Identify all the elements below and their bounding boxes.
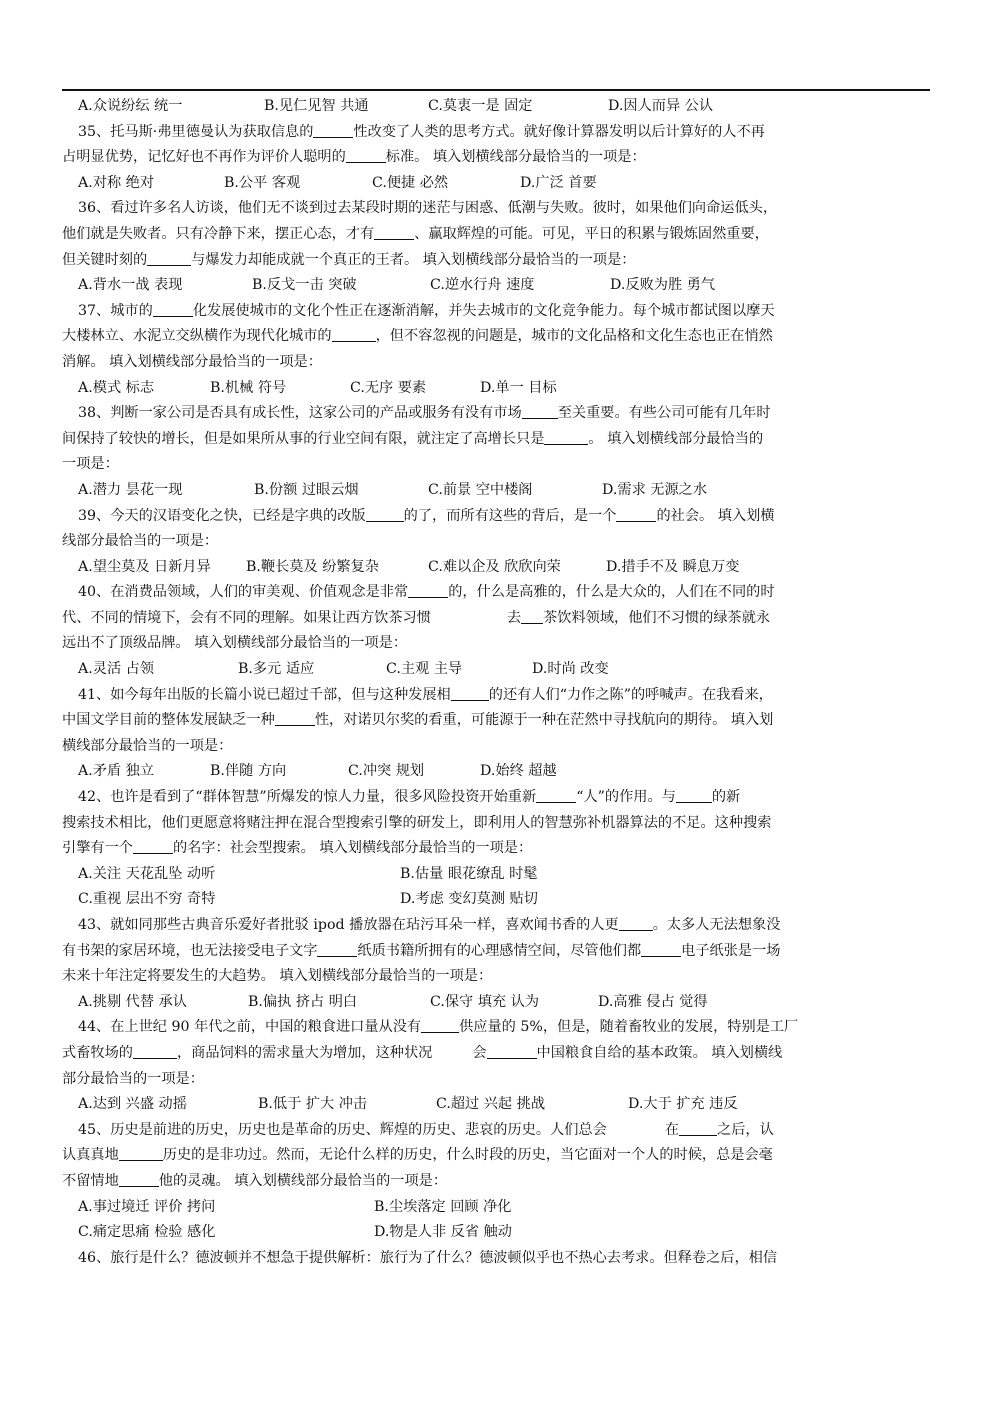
option: B.机械 符号 [210, 379, 287, 396]
question-text: 引擎有一个 [62, 840, 133, 857]
question-38-cont [62, 427, 930, 453]
question-38-cont [62, 452, 930, 478]
question-text: 42、也许是看到了“群体智慧”所爆发的惊人力量，很多风险投资开始重新 [78, 789, 537, 806]
question-45-cont [62, 1169, 930, 1195]
option-row [62, 376, 930, 402]
question-text: 他们就是失败者。只有冷静下来，摆正心态，才有 [62, 225, 375, 242]
option: C.莫衷一是 固定 [428, 98, 533, 114]
question-43-cont [62, 964, 930, 990]
question-41-cont [62, 734, 930, 760]
question-38 [62, 401, 930, 427]
blank-line [536, 787, 576, 803]
option: C.难以企及 欣欣向荣 [428, 558, 561, 575]
question-36-cont [62, 248, 930, 274]
blank-line [313, 122, 353, 138]
option: A.事过境迁 评价 拷问 [78, 1198, 216, 1215]
blank-line [346, 147, 386, 163]
question-text: 36、看过许多名人访谈，他们无不谈到过去某段时期的迷茫与困惑、低潮与失败。彼时，如果他们向命运低头， [78, 200, 778, 217]
option: B.见仁见智 共通 [264, 98, 369, 114]
blank-line [521, 608, 543, 624]
question-text: 占明显优势，记忆好也不再作为评价人聪明的 [62, 149, 346, 166]
question-text: 35、托马斯·弗里德曼认为获取信息的 [78, 123, 314, 140]
blank-line [616, 506, 656, 522]
option: B.低于 扩大 冲击 [258, 1096, 368, 1113]
option: D.反败为胜 勇气 [610, 277, 716, 294]
question-text: 认真真地 [62, 1147, 119, 1164]
question-text: 的名字：社会型搜索。 填入划横线部分最恰当的一项是： [172, 840, 533, 857]
option: C.保守 填充 认为 [430, 993, 540, 1010]
option: D.大于 扩充 违反 [628, 1096, 738, 1113]
question-46 [62, 1246, 930, 1272]
option: C.主观 主导 [386, 661, 463, 678]
option: B.尘埃落定 回顾 净化 [374, 1198, 512, 1215]
question-43-cont [62, 939, 930, 965]
option: C.前景 空中楼阁 [428, 481, 533, 498]
question-text: 式畜牧场的 [62, 1044, 133, 1061]
question-text: 。太多人无法想象没 [652, 917, 781, 933]
option: A.潜力 昙花一现 [78, 481, 183, 498]
question-text: 大楼林立、水泥立交纵横作为现代化城市的 [62, 328, 332, 345]
option: B.偏执 挤占 明白 [248, 993, 358, 1010]
option: C.超过 兴起 挑战 [436, 1096, 546, 1113]
option-row [62, 1195, 930, 1221]
question-text: 45、历史是前进的历史，历史也是革命的历史、辉煌的历史、悲哀的历史。人们总会 [78, 1121, 607, 1138]
question-text: 化发展使城市的文化个性正在逐渐消解，并失去城市的文化竞争能力。每个城市都试图以摩天 [192, 302, 775, 319]
option-row [62, 171, 930, 197]
option: D.考虑 变幻莫测 贴切 [400, 891, 538, 908]
blank-line [544, 429, 588, 445]
option: B.伴随 方向 [210, 763, 287, 780]
option: D.单一 目标 [480, 379, 557, 396]
option: B.鞭长莫及 纷繁复杂 [246, 558, 379, 575]
question-text: 消解。 填入划横线部分最恰当的一项是： [62, 353, 322, 370]
blank-line [133, 1043, 177, 1059]
question-text: 他的灵魂。 填入划横线部分最恰当的一项是： [158, 1172, 448, 1189]
option: A.关注 天花乱坠 动听 [78, 865, 216, 882]
option: A.挑剔 代替 承认 [78, 993, 187, 1010]
blank-line [133, 838, 173, 854]
question-text: 在 [664, 1121, 680, 1138]
question-text: 未来十年注定将要发生的大趋势。 填入划横线部分最恰当的一项是： [62, 968, 493, 985]
question-text: 39、今天的汉语变化之快，已经是字典的改版 [78, 507, 366, 524]
option-row [62, 759, 930, 785]
blank-line [641, 941, 681, 957]
question-37 [62, 299, 930, 325]
option: D.需求 无源之水 [602, 481, 708, 498]
question-35-cont [62, 145, 930, 171]
question-text: 代、不同的情境下，会有不同的理解。如果让西方饮茶习惯 [62, 609, 431, 626]
question-text: 会 [472, 1044, 487, 1061]
option: C.重视 层出不穷 奇特 [78, 891, 216, 908]
question-text: ，但不容忽视的问题是，城市的文化品格和文化生态也正在悄然 [375, 328, 773, 345]
option: C.便捷 必然 [372, 174, 449, 191]
question-44-cont [62, 1067, 930, 1093]
question-text: 、赢取辉煌的可能。可见，平日的积累与锻炼固然重要， [414, 225, 769, 242]
question-36-cont [62, 222, 930, 248]
question-text: 与爆发力却能成就一个真正的王者。 填入划横线部分最恰当的一项是： [191, 251, 636, 268]
question-42 [62, 785, 930, 811]
blank-line [366, 506, 404, 522]
question-37-cont [62, 350, 930, 376]
question-text: 性改变了人类的思考方式。就好像计算器发明以后计算好的人不再 [353, 123, 765, 140]
question-text: 间保持了较快的增长，但是如果所从事的行业空间有限，就注定了高增长只是 [62, 430, 545, 447]
option-row [62, 555, 930, 581]
question-text: 茶饮料领域，他们不习惯的绿茶就永 [543, 609, 771, 626]
blank-line [119, 1145, 163, 1161]
question-text: 的新 [711, 789, 741, 806]
question-text: 历史的是非功过。然而，无论什么样的历史，什么时段的历史，当它面对一个人的时候，总是会毫 [162, 1147, 773, 1164]
option: A.灵活 占领 [78, 661, 155, 678]
question-list [62, 94, 930, 1271]
option: B.估量 眼花缭乱 时髦 [400, 865, 538, 882]
question-41 [62, 683, 930, 709]
question-text: 远出不了顶级品牌。 填入划横线部分最恰当的一项是： [62, 635, 408, 652]
blank-line [374, 224, 414, 240]
option: A.对称 绝对 [78, 174, 155, 191]
question-45-cont [62, 1143, 930, 1169]
question-text: 横线部分最恰当的一项是： [62, 737, 233, 754]
option: D.时尚 改变 [532, 661, 609, 678]
option: D.高雅 侵占 觉得 [598, 993, 708, 1010]
question-text: 40、在消费品领域，人们的审美观、价值观念是非常 [78, 584, 409, 601]
option: A.背水一战 表现 [78, 277, 183, 294]
option: B.多元 适应 [238, 661, 315, 678]
blank-line [119, 1171, 159, 1187]
option: C.冲突 规划 [348, 763, 425, 780]
question-text: 搜索技术相比，他们更愿意将赌注押在混合型搜索引擎的研发上，即利用人的智慧弥补机器算法的不足。这种搜索 [62, 814, 772, 831]
question-36 [62, 196, 930, 222]
option-row [62, 1220, 930, 1246]
question-44 [62, 1015, 930, 1041]
question-text: “人”的作用。与 [576, 789, 676, 806]
question-text: 供应量的 5%，但是，随着畜牧业的发展，特别是工厂 [459, 1019, 799, 1036]
question-text: 性，对诺贝尔奖的看重，可能源于一种在茫然中寻找航向的期待。 填入划 [314, 712, 774, 729]
question-42-cont [62, 836, 930, 862]
blank-line [332, 326, 376, 342]
option: B.公平 客观 [224, 174, 301, 191]
option: A.望尘莫及 日新月异 [78, 558, 211, 575]
option: D.措手不及 瞬息万变 [606, 558, 740, 575]
option: A.达到 兴盛 动摇 [78, 1096, 187, 1113]
question-text: 的了，而所有这些的背后，是一个 [403, 507, 617, 524]
question-text: 中国文学目前的整体发展缺乏一种 [62, 712, 275, 729]
question-text: 37、城市的 [78, 302, 153, 319]
blank-line [522, 403, 558, 419]
question-text: 去 [506, 609, 522, 626]
question-40 [62, 580, 930, 606]
question-45 [62, 1118, 930, 1144]
blank-line [153, 301, 193, 317]
blank-line [317, 941, 357, 957]
question-text: 电子纸张是一场 [681, 942, 781, 959]
question-39 [62, 504, 930, 530]
question-text: 的，什么是高雅的，什么是大众的，人们在不同的时 [448, 584, 775, 601]
question-text: 43、就如同那些古典音乐爱好者批驳 ipod 播放器在玷污耳朵一样，喜欢闻书香的人更 [78, 917, 619, 933]
question-40-cont [62, 606, 930, 632]
question-text: 但关键时刻的 [62, 251, 148, 268]
blank-line [408, 582, 448, 598]
option: D.始终 超越 [480, 763, 557, 780]
option: C.逆水行舟 速度 [430, 277, 535, 294]
option-row [62, 94, 930, 120]
option: C.痛定思痛 检验 感化 [78, 1224, 216, 1241]
question-text: 中国粮食自给的基本政策。 填入划横线 [536, 1044, 783, 1061]
question-37-cont [62, 324, 930, 350]
question-35 [62, 120, 930, 146]
question-text: 的社会。 填入划横 [656, 507, 775, 524]
option: D.物是人非 反省 触动 [374, 1224, 512, 1241]
question-text: 有书架的家居环境，也无法接受电子文字 [62, 942, 318, 959]
question-text: 至关重要。有些公司可能有几年时 [557, 405, 771, 422]
option: B.反戈一击 突破 [252, 277, 357, 294]
question-text: 46、旅行是什么？德波顿并不想急于提供解析：旅行为了什么？德波顿似乎也不热心去考求。但释卷之后，相信 [78, 1249, 778, 1266]
blank-line [421, 1017, 459, 1033]
option: A.模式 标志 [78, 379, 155, 396]
question-text: 部分最恰当的一项是： [62, 1070, 204, 1087]
question-text: 纸质书籍所拥有的心理感情空间，尽管他们都 [357, 942, 642, 959]
question-40-cont [62, 631, 930, 657]
question-39-cont [62, 529, 930, 555]
option: D.因人而异 公认 [608, 98, 714, 114]
question-text: 。 填入划横线部分最恰当的 [588, 430, 764, 447]
question-text: 之后，认 [717, 1121, 774, 1138]
option-row [62, 1092, 930, 1118]
question-text: 线部分最恰当的一项是： [62, 533, 219, 550]
blank-line [147, 250, 191, 266]
blank-line [679, 1120, 717, 1136]
question-43 [62, 913, 930, 939]
question-44-cont [62, 1041, 930, 1067]
blank-line [275, 710, 315, 726]
option-row [62, 990, 930, 1016]
option-row [62, 478, 930, 504]
option: C.无序 要素 [350, 379, 427, 396]
question-text: 一项是： [62, 456, 119, 473]
question-text: 38、判断一家公司是否具有成长性，这家公司的产品或服务有没有市场 [78, 405, 522, 422]
top-rule [62, 89, 930, 91]
option-row [62, 273, 930, 299]
question-41-cont [62, 708, 930, 734]
option-row [62, 887, 930, 913]
question-42-cont [62, 811, 930, 837]
blank-line [451, 685, 489, 701]
blank-line [676, 787, 712, 803]
question-text: ，商品饲料的需求量大为增加，这种状况 [176, 1044, 433, 1061]
option-row [62, 657, 930, 683]
option-row [62, 862, 930, 888]
option: B.份额 过眼云烟 [254, 481, 359, 498]
question-text: 44、在上世纪 90 年代之前，中国的粮食进口量从没有 [78, 1019, 422, 1036]
question-text: 的还有人们“力作之陈”的呼喊声。在我看来， [488, 686, 773, 703]
blank-line [487, 1043, 537, 1059]
question-text: 不留情地 [62, 1172, 119, 1189]
question-text: 标准。 填入划横线部分最恰当的一项是： [385, 149, 646, 166]
option: D.广泛 首要 [520, 174, 597, 191]
question-text: 41、如今每年出版的长篇小说已超过千部，但与这种发展相 [78, 686, 451, 703]
blank-line [619, 915, 653, 931]
option: A.众说纷纭 统一 [78, 98, 183, 114]
option: A.矛盾 独立 [78, 763, 155, 780]
